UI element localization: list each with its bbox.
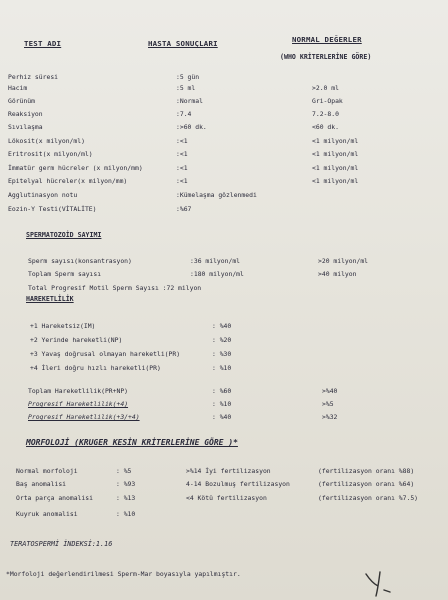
result-value: :<1 xyxy=(176,150,188,158)
footnote: *Morfoloji değerlendirilmesi Sperm-Mar boyasıyla yapılmıştır. xyxy=(6,570,241,578)
fertilization-rate: (fertilizasyon oranı %7.5) xyxy=(318,494,419,502)
normal-value: <1 milyon/ml xyxy=(312,150,359,158)
result-value: :7.4 xyxy=(176,110,192,118)
morphology-value: : %10 xyxy=(116,510,136,518)
total-label: Progresif Hareketlilik(+3/+4) xyxy=(28,413,140,421)
teratospermia-index: TERATOSPERMİ İNDEKSİ:1.16 xyxy=(10,540,113,548)
motility-value: : %30 xyxy=(212,350,232,358)
result-label: Epitelyal hücreler(x milyon/mm) xyxy=(8,177,128,185)
sperm-label: Toplam Sperm sayısı xyxy=(28,270,102,278)
sperm-value: :180 milyon/ml xyxy=(190,270,244,278)
morphology-value: : %13 xyxy=(116,494,136,502)
total-value: : %60 xyxy=(212,387,232,395)
header-patient-results: HASTA SONUÇLARI xyxy=(148,39,218,48)
sperm-normal: >20 milyon/ml xyxy=(318,257,369,265)
normal-value: 7.2-8.0 xyxy=(312,110,339,118)
motility-value: : %20 xyxy=(212,336,232,344)
normal-value: <1 milyon/ml xyxy=(312,164,359,172)
normal-value: <60 dk. xyxy=(312,123,339,131)
normal-value: >2.0 ml xyxy=(312,84,339,92)
total-value: : %10 xyxy=(212,400,232,408)
result-label: Sıvılaşma xyxy=(8,123,43,131)
result-label: Lökosit(x milyon/ml) xyxy=(8,137,85,145)
result-value: :<1 xyxy=(176,137,188,145)
sperm-label: Sperm sayısı(konsantrasyon) xyxy=(28,257,132,265)
result-label: Reaksiyon xyxy=(8,110,43,118)
sperm-label: Total Progresif Motil Sperm Sayısı :72 milyon xyxy=(28,284,202,292)
total-normal: >%32 xyxy=(322,413,338,421)
motility-label: +2 Yerinde hareketli(NP) xyxy=(30,336,123,344)
result-label: Hacim xyxy=(8,84,28,92)
motility-value: : %40 xyxy=(212,322,232,330)
result-value: :<1 xyxy=(176,177,188,185)
result-label: Görünüm xyxy=(8,97,35,105)
header-test-name: TEST ADI xyxy=(24,39,62,48)
result-value: :5 ml xyxy=(176,84,196,92)
morphology-value: : %93 xyxy=(116,480,136,488)
fertilization-class: 4-14 Bozulmuş fertilizasyon xyxy=(186,480,290,488)
fertilization-rate: (fertilizasyon oranı %64) xyxy=(318,480,415,488)
signature-mark xyxy=(360,570,400,598)
result-label: Eozin-Y Testi(VİTALİTE) xyxy=(8,205,97,213)
result-label: İmmatür germ hücreler (x milyon/mm) xyxy=(8,164,143,172)
motility-label: +4 İleri doğru hızlı hareketli(PR) xyxy=(30,364,161,372)
header-who-criteria: (WHO KRİTERLERİNE GÖRE) xyxy=(280,53,372,61)
fertilization-rate: (fertilizasyon oranı %88) xyxy=(318,467,415,475)
normal-value: <1 milyon/ml xyxy=(312,137,359,145)
total-normal: >%40 xyxy=(322,387,338,395)
normal-value: <1 milyon/ml xyxy=(312,177,359,185)
result-label: Perhiz süresi xyxy=(8,73,59,81)
morphology-value: : %5 xyxy=(116,467,132,475)
fertilization-class: <4 Kötü fertilizasyon xyxy=(186,494,267,502)
result-value: :%67 xyxy=(176,205,192,213)
total-label: Progresif Hareketlilik(+4) xyxy=(28,400,129,408)
result-value: :>60 dk. xyxy=(176,123,207,131)
morphology-label: Orta parça anomalisi xyxy=(16,494,93,502)
result-value: :<1 xyxy=(176,164,188,172)
total-normal: >%5 xyxy=(322,400,334,408)
header-normal-values: NORMAL DEĞERLER xyxy=(292,35,362,44)
result-label: Eritrosit(x milyon/ml) xyxy=(8,150,93,158)
morphology-title: MORFOLOJİ (KRUGER KESİN KRİTERLERİNE GÖRE )* xyxy=(26,438,238,447)
morphology-label: Baş anomalisi xyxy=(16,480,67,488)
motility-label: +3 Yavaş doğrusal olmayan hareketli(PR) xyxy=(30,350,181,358)
sperm-count-title: SPERMATOZOİD SAYIMI xyxy=(26,231,102,239)
morphology-label: Kuyruk anomalisi xyxy=(16,510,78,518)
sperm-value: :36 milyon/ml xyxy=(190,257,241,265)
fertilization-class: >%14 İyi fertilizasyon xyxy=(186,467,271,475)
result-value: :5 gün xyxy=(176,73,200,81)
motility-value: : %10 xyxy=(212,364,232,372)
sperm-normal: >40 milyon xyxy=(318,270,357,278)
result-value: :Kümelaşma gözlenmedi xyxy=(176,191,257,199)
motility-label: +1 Hareketsiz(IM) xyxy=(30,322,96,330)
result-value: :Normal xyxy=(176,97,203,105)
morphology-label: Normal morfoloji xyxy=(16,467,78,475)
normal-value: Gri-Opak xyxy=(312,97,343,105)
motility-title: HAREKETLİLİK xyxy=(26,295,74,303)
total-value: : %40 xyxy=(212,413,232,421)
result-label: Agglutinasyon notu xyxy=(8,191,78,199)
total-label: Toplam Hareketlilik(PR+NP) xyxy=(28,387,129,395)
